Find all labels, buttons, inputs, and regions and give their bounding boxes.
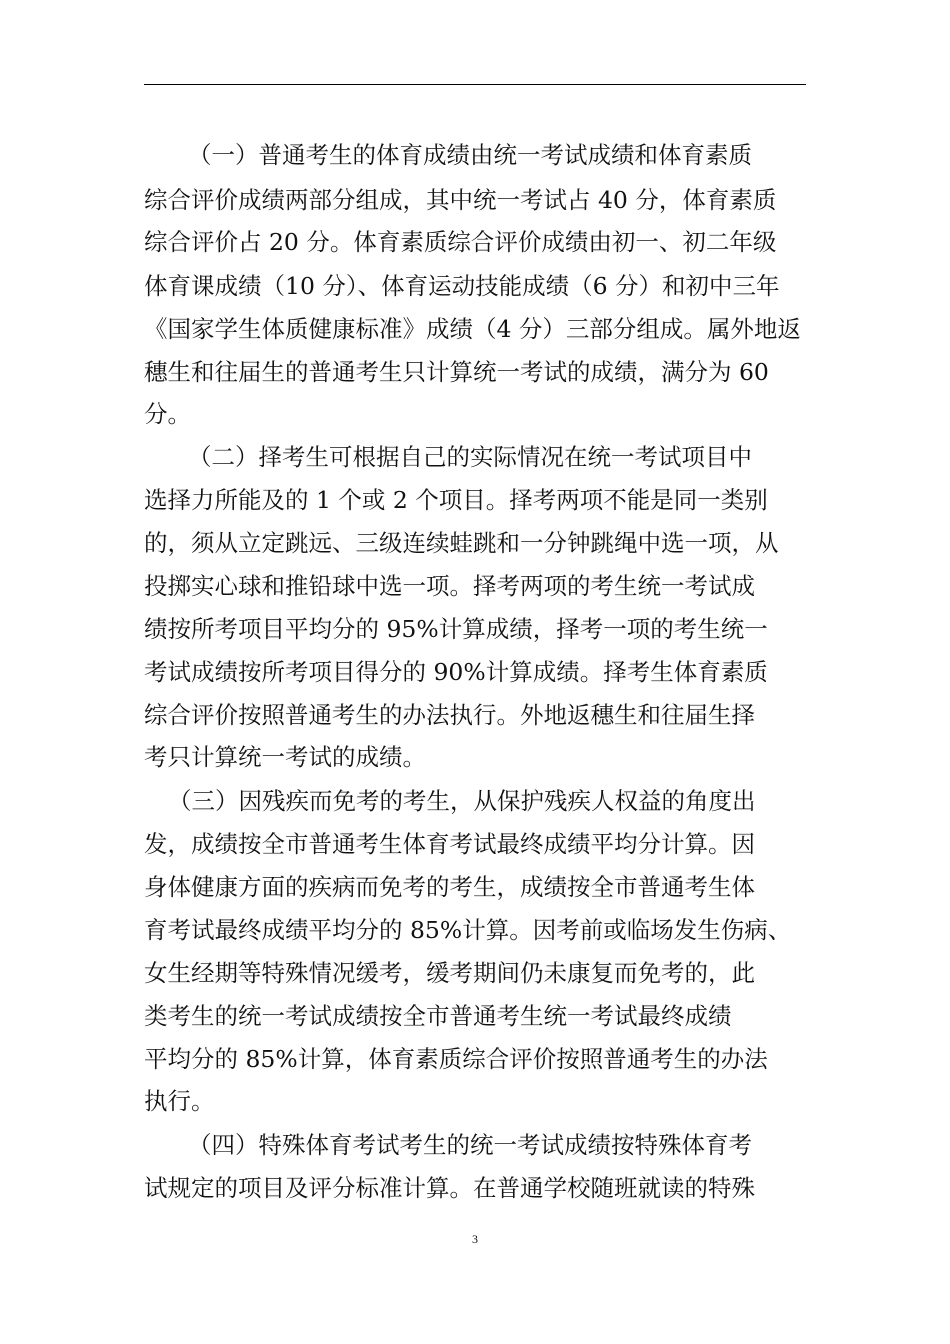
paragraph-line: 体育课成绩（10 分）、体育运动技能成绩（6 分）和初中三年 xyxy=(144,272,780,300)
paragraph-line: 发，成绩按全市普通考生体育考试最终成绩平均分计算。因 xyxy=(144,830,755,858)
paragraph-line: 分。 xyxy=(144,400,191,428)
page-number: 3 xyxy=(472,1232,478,1246)
paragraph-line: 综合评价成绩两部分组成，其中统一考试占 40 分，体育素质 xyxy=(144,186,777,214)
paragraph-line: 女生经期等特殊情况缓考，缓考期间仍未康复而免考的，此 xyxy=(144,959,755,987)
paragraph-line: 绩按所考项目平均分的 95%计算成绩，择考一项的考生统一 xyxy=(144,615,768,643)
paragraph-line: 投掷实心球和推铅球中选一项。择考两项的考生统一考试成 xyxy=(144,572,755,600)
paragraph-line: 《国家学生体质健康标准》成绩（4 分）三部分组成。属外地返 xyxy=(144,315,801,343)
paragraph-line: 育考试最终成绩平均分的 85%计算。因考前或临场发生伤病、 xyxy=(144,916,792,944)
paragraph-line: 考试成绩按所考项目得分的 90%计算成绩。择考生体育素质 xyxy=(144,658,768,686)
paragraph-line: 试规定的项目及评分标准计算。在普通学校随班就读的特殊 xyxy=(144,1174,755,1202)
paragraph-line: 身体健康方面的疾病而免考的考生，成绩按全市普通考生体 xyxy=(144,873,755,901)
paragraph-line: （四）特殊体育考试考生的统一考试成绩按特殊体育考 xyxy=(188,1131,752,1159)
paragraph-line: 综合评价按照普通考生的办法执行。外地返穗生和往届生择 xyxy=(144,701,755,729)
paragraph-line: 类考生的统一考试成绩按全市普通考生统一考试最终成绩 xyxy=(144,1002,732,1030)
paragraph-line: 选择力所能及的 1 个或 2 个项目。择考两项不能是同一类别 xyxy=(144,486,768,514)
paragraph-line: 平均分的 85%计算，体育素质综合评价按照普通考生的办法 xyxy=(144,1045,768,1073)
paragraph-line: （一）普通考生的体育成绩由统一考试成绩和体育素质 xyxy=(188,141,752,169)
paragraph-line: 穗生和往届生的普通考生只计算统一考试的成绩，满分为 60 xyxy=(144,358,769,386)
paragraph-line: 的，须从立定跳远、三级连续蛙跳和一分钟跳绳中选一项，从 xyxy=(144,529,779,557)
paragraph-line: 综合评价占 20 分。体育素质综合评价成绩由初一、初二年级 xyxy=(144,228,777,256)
paragraph-line: （三）因残疾而免考的考生，从保护残疾人权益的角度出 xyxy=(168,787,756,815)
paragraph-line: 执行。 xyxy=(144,1087,215,1115)
paragraph-line: （二）择考生可根据自己的实际情况在统一考试项目中 xyxy=(188,443,752,471)
paragraph-line: 考只计算统一考试的成绩。 xyxy=(144,743,426,771)
